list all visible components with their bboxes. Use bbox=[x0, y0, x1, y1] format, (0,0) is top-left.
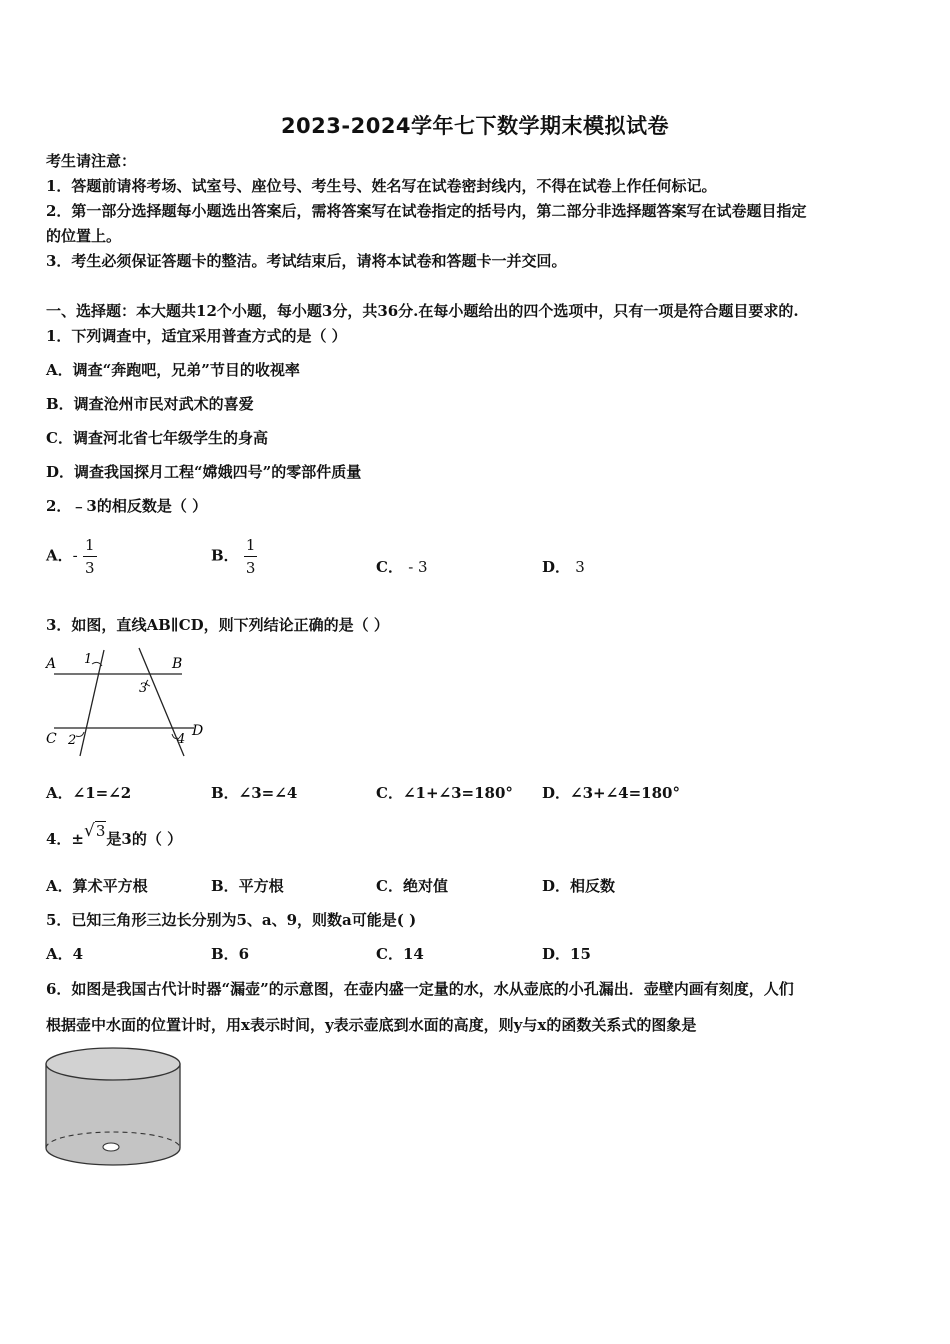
figure-label-a: A bbox=[46, 656, 57, 672]
notice-heading: 考生请注意： bbox=[46, 152, 137, 170]
q2-option-d-value: 3 bbox=[575, 558, 585, 576]
figure-label-c: C bbox=[46, 731, 57, 747]
figure-angle-1: 1 bbox=[84, 652, 93, 667]
q3-option-a: A．∠1=∠2 bbox=[46, 784, 132, 802]
q3-option-d: D．∠3+∠4=180° bbox=[542, 784, 680, 802]
notice-item-3: 3．考生必须保证答题卡的整洁。考试结束后，请将本试卷和答题卡一并交回。 bbox=[46, 252, 567, 270]
q1-option-b: B．调查沧州市民对武术的喜爱 bbox=[46, 395, 254, 413]
q1-option-a: A．调查“奔跑吧，兄弟”节目的收视率 bbox=[46, 361, 300, 379]
q2-option-c-label: C． bbox=[376, 558, 403, 576]
q4-stem bbox=[46, 821, 906, 850]
q1-option-c: C．调查河北省七年级学生的身高 bbox=[46, 429, 268, 447]
q2-option-a-numerator: 1 bbox=[84, 536, 95, 554]
q6-stem-line2: 根据壶中水面的位置计时，用x表示时间，y表示壶底到水面的高度，则y与x的函数关系式的图象是 bbox=[46, 1016, 697, 1034]
q2-option-c bbox=[376, 556, 428, 578]
q5-stem: 5．已知三角形三边长分别为5、a、9，则数a可能是( ) bbox=[46, 911, 417, 929]
parallel-lines-figure bbox=[44, 646, 210, 760]
figure-angle-4: 4 bbox=[177, 732, 186, 747]
sqrt-radicand: 3 bbox=[95, 822, 106, 840]
figure-label-d: D bbox=[192, 723, 204, 739]
q5-option-c: C．14 bbox=[376, 945, 424, 963]
q4-option-c: C．绝对值 bbox=[376, 877, 448, 895]
q5-option-d: D．15 bbox=[542, 945, 591, 963]
q4-option-a: A．算术平方根 bbox=[46, 877, 148, 895]
q2-option-a-sign: - bbox=[72, 546, 78, 565]
q4-stem-suffix: 是3的（ ） bbox=[106, 830, 183, 848]
figure-angle-3: 3 bbox=[139, 681, 148, 696]
q5-option-b: B．6 bbox=[211, 945, 250, 963]
q2-option-b bbox=[211, 534, 257, 579]
sqrt-expression bbox=[84, 820, 106, 842]
q2-option-a-label: A． bbox=[46, 546, 73, 565]
section-heading: 一、选择题：本大题共12个小题，每小题3分，共36分.在每小题给出的四个选项中，只有一项是符合题目要求的. bbox=[46, 302, 799, 320]
page-title: 2023-2024学年七下数学期末模拟试卷 bbox=[280, 114, 670, 138]
q2-option-c-value: - 3 bbox=[408, 558, 428, 576]
notice-item-1: 1．答题前请将考场、试室号、座位号、考生号、姓名写在试卷密封线内，不得在试卷上作任何标记。 bbox=[46, 177, 717, 195]
q3-stem: 3．如图，直线AB∥CD，则下列结论正确的是（ ） bbox=[46, 616, 389, 634]
figure-angle-2: 2 bbox=[68, 733, 77, 748]
radical-sign-icon: √ bbox=[84, 821, 95, 841]
q2-option-a bbox=[46, 534, 97, 579]
q2-option-a-fraction bbox=[83, 534, 97, 579]
water-clock-cylinder-figure bbox=[42, 1044, 184, 1170]
q2-option-b-label: B． bbox=[211, 546, 239, 565]
q2-stem: 2．﹣3的相反数是（ ） bbox=[46, 497, 208, 515]
q5-option-a: A．4 bbox=[46, 945, 84, 963]
q4-option-d: D．相反数 bbox=[542, 877, 616, 895]
q1-stem: 1．下列调查中，适宜采用普查方式的是（ ） bbox=[46, 327, 347, 345]
figure-label-b: B bbox=[172, 656, 183, 672]
q2-option-d bbox=[542, 556, 585, 578]
q6-stem-line1: 6．如图是我国古代计时器“漏壶”的示意图，在壶内盛一定量的水，水从壶底的小孔漏出．壶壁内画有刻度，人们 bbox=[46, 980, 794, 998]
q1-option-d: D．调查我国探月工程“嫦娥四号”的零部件质量 bbox=[46, 463, 362, 481]
notice-item-2-cont: 的位置上。 bbox=[46, 227, 122, 245]
q3-option-c: C．∠1+∠3=180° bbox=[376, 784, 513, 802]
q2-option-d-label: D． bbox=[542, 558, 571, 576]
q4-option-b: B．平方根 bbox=[211, 877, 284, 895]
q2-option-b-fraction bbox=[244, 534, 258, 579]
notice-item-2: 2．第一部分选择题每小题选出答案后，需将答案写在试卷指定的括号内，第二部分非选择题答案写在试卷题目指定 bbox=[46, 202, 807, 220]
q2-option-b-denominator: 3 bbox=[244, 556, 258, 579]
q3-option-b: B．∠3=∠4 bbox=[211, 784, 298, 802]
q4-stem-prefix: 4．± bbox=[46, 830, 85, 848]
q2-option-a-denominator: 3 bbox=[83, 556, 97, 579]
q2-option-b-numerator: 1 bbox=[245, 536, 256, 554]
